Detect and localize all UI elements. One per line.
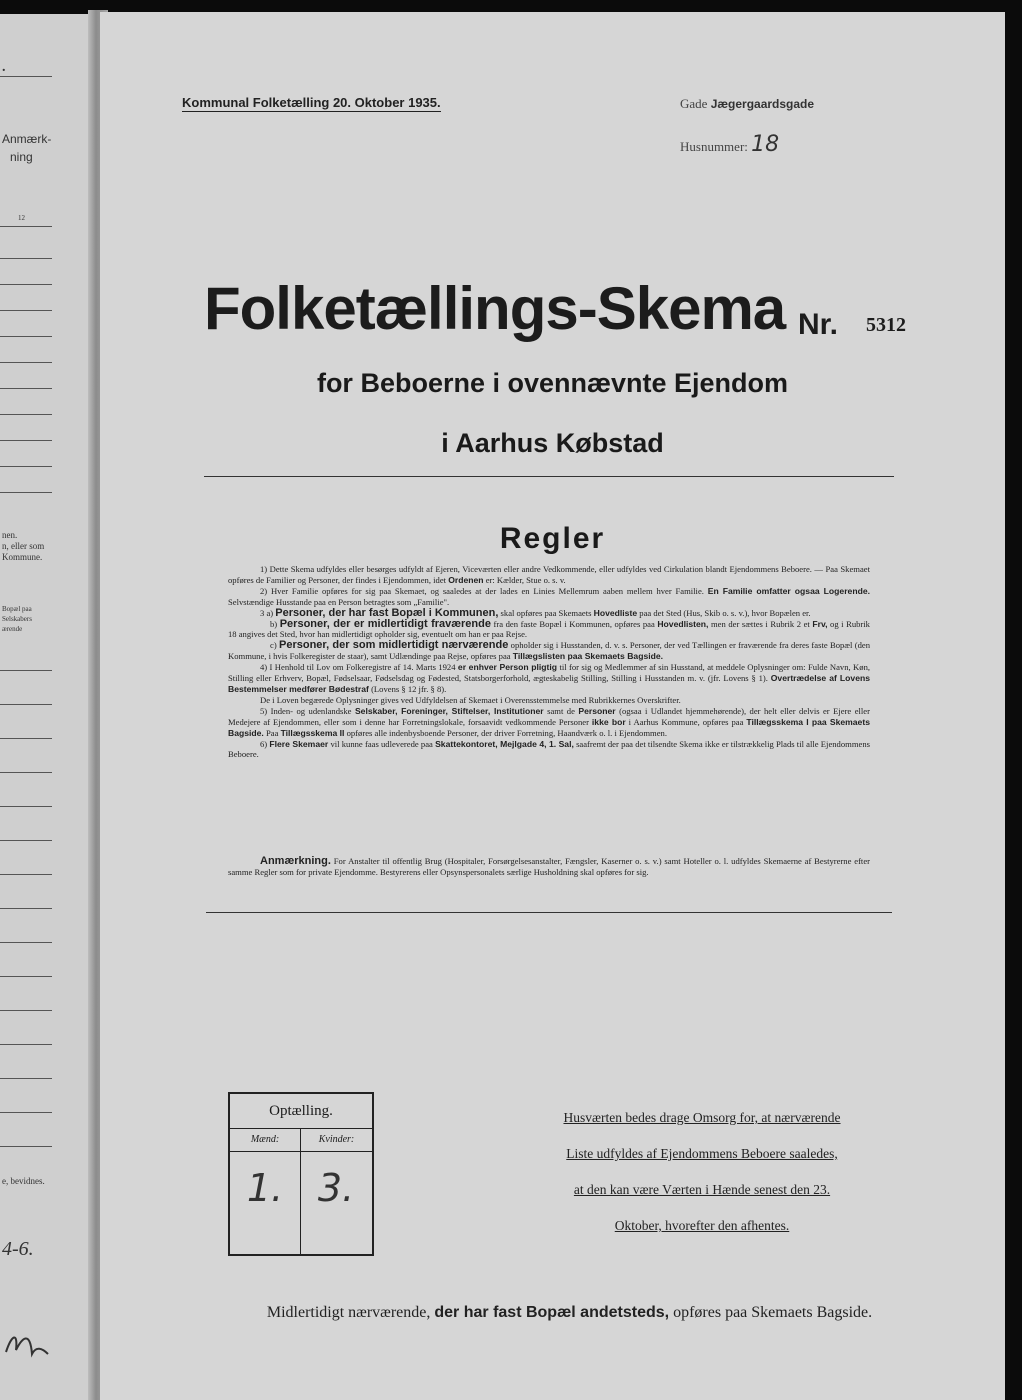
rule-3b: b) Personer, der er midlertidigt fraværende fra den faste Bopæl i Kommunen, opføres paa Hovedlisten, men der sættes i Rubrik 2 et Frv, og i Rubrik 18 angives det Sted, hvor han midlertidigt opholder sig, eventuelt om han er paa Rejse. bbox=[228, 617, 870, 640]
rule-2: 2) Hver Familie opføres for sig paa Skemaet, og saaledes at der lades en Linies Mellemrum aaben mellem hver Familie. En Familie omfatter ogsaa Logerende. Selvstændige Husstande paa en Person betragtes som „Familie". bbox=[228, 585, 870, 607]
house-number-value: 18 bbox=[751, 132, 780, 157]
left-heading-line: Anmærk- bbox=[2, 132, 52, 146]
men-label: Mænd: bbox=[230, 1129, 300, 1152]
signature-scribble bbox=[2, 1324, 52, 1364]
rules-text bbox=[228, 564, 870, 760]
form-nr-value: 5312 bbox=[866, 314, 906, 336]
left-hand-note: 4-6. bbox=[2, 1238, 34, 1260]
tally-title: Optælling. bbox=[230, 1094, 372, 1129]
rule-5: 5) Inden- og udenlandske Selskaber, Foreninger, Stiftelser, Institutioner samt de Personer (ogsaa i Udlandet hjemmehørende), der helt eller delvis er Ejere eller Medejere af Ejendommen, eller som i denne har Forretningslokale, forsaavidt vedkommende Personer ikke bor i Aarhus Kommune, opføres paa Tillægsskema I paa Skemaets Bagside. Paa Tillægsskema II opføres alle indenbysboende Personer, der driver Forretning, Haandværk o. l. i Ejendommen. bbox=[228, 705, 870, 738]
notice-line: Oktober, hvorefter den afhentes. bbox=[614, 1218, 790, 1233]
rule-3a: 3 a) Personer, der har fast Bopæl i Kommunen, skal opføres paa Skemaets Hovedliste paa det Sted (Hus, Skib o. s. v.), hvor Bopælen er. bbox=[260, 606, 811, 619]
men-count: 1. bbox=[246, 1166, 284, 1210]
notice-line: at den kan være Værten i Hænde senest den 23. bbox=[573, 1182, 831, 1197]
notice-line: Liste udfyldes af Ejendommens Beboere saaledes, bbox=[566, 1146, 838, 1161]
rule-1: 1) Dette Skema udfyldes eller besørges udfyldt af Ejeren, Viceværten eller andre Vedkommende, eller udfyldes ved Cirkulation blandt Ejendommens Beboere. — Paa Skemaet opføres de Familier og Personer, der findes i Ejendommen, idet Ordenen er: Kælder, Stue o. s. v. bbox=[228, 564, 870, 585]
divider bbox=[206, 912, 892, 913]
house-number-field bbox=[680, 132, 779, 157]
left-facing-page bbox=[0, 14, 100, 1400]
left-top-mark: . bbox=[2, 60, 6, 75]
left-note-3: e, bevidnes. bbox=[2, 1176, 45, 1186]
rule-4: 4) I Henhold til Lov om Folkeregistre af 14. Marts 1924 er enhver Person pligtig til for sig og Medlemmer af sin Husstand, at meddele Oplysninger om: Fulde Navn, Køn, Stilling eller Erhverv, Bopæl, Fødselsaar, Fødselsdag og Fødested, Statsborgerforhold, ægteskabelig Stilling, Stilling i Husstanden m. v. (jfr. Lovens § 1). Overtrædelse af Lovens Bestemmelser medfører Bødestraf (Lovens § 12 jfr. § 8). bbox=[228, 662, 871, 694]
form-title: Folketællings-Skema bbox=[204, 275, 786, 342]
left-heading bbox=[2, 130, 51, 166]
tally-box bbox=[228, 1092, 374, 1256]
left-note-1: nen. n, eller som Kommune. bbox=[2, 530, 45, 562]
notice-line: Husværten bedes drage Omsorg for, at nærværende bbox=[563, 1110, 841, 1125]
census-form-page bbox=[100, 12, 1005, 1400]
landlord-notice bbox=[534, 1110, 870, 1254]
divider bbox=[204, 476, 894, 477]
women-label: Kvinder: bbox=[301, 1129, 372, 1152]
form-subtitle: for Beboerne i ovennævnte Ejendom bbox=[316, 368, 789, 398]
rule-6: 6) Flere Skemaer vil kunne faas udleverede paa Skattekontoret, Mejlgade 4, 1. Sal, saafremt der paa det tilsendte Skema ikke er tilstrækkelig Plads til alle Ejendommens Beboere. bbox=[228, 738, 870, 760]
street-label: Gade bbox=[680, 96, 708, 111]
rule-4b: De i Loven begærede Oplysninger gives ved Udfyldelsen af Skemaet i Overensstemmelse med Rubrikkernes Overskrifter. bbox=[260, 694, 681, 705]
remark-label: Anmærkning. bbox=[260, 855, 331, 867]
form-nr-label: Nr. bbox=[798, 308, 839, 341]
street-value: Jægergaardsgade bbox=[710, 97, 815, 111]
left-col-number: 12 bbox=[18, 214, 25, 222]
house-number-label: Husnummer: bbox=[680, 139, 748, 154]
remark-text: Anmærkning. For Anstalter til offentlig Brug (Hospitaler, Forsørgelsesanstalter, Fængsler, Kaserner o. s. v.) samt Hoteller o. l. udfyldes Skemaerne af Bestyrerne efter samme Regler som for private Ejendomme. Bestyrerens eller Opsynspersonalets særlige Husholdning skal opføres for sig. bbox=[228, 855, 870, 877]
footer-note: Midlertidigt nærværende, der har fast Bopæl andetsteds, opføres paa Skemaets Bagside. bbox=[266, 1304, 873, 1321]
census-header: Kommunal Folketælling 20. Oktober 1935. bbox=[182, 95, 441, 110]
women-count: 3. bbox=[317, 1166, 355, 1210]
street-field bbox=[680, 96, 814, 112]
left-heading-line: ning bbox=[10, 150, 33, 164]
form-subtitle-city: i Aarhus Købstad bbox=[441, 428, 664, 458]
divider bbox=[0, 76, 52, 77]
rules-heading: Regler bbox=[499, 522, 606, 555]
rule-3c: c) Personer, der som midlertidigt nærværende opholder sig i Husstanden, d. v. s. Personer, der ved Tællingen er fraværende fra deres faste Bopæl (den Kommune, i hvis Folkeregister de staar), samt Udlændinge paa Rejse, opføres paa Tillægslisten paa Skemaets Bagside. bbox=[228, 639, 870, 662]
left-note-2: Bopæl paa Selskabers ærende bbox=[2, 605, 32, 633]
